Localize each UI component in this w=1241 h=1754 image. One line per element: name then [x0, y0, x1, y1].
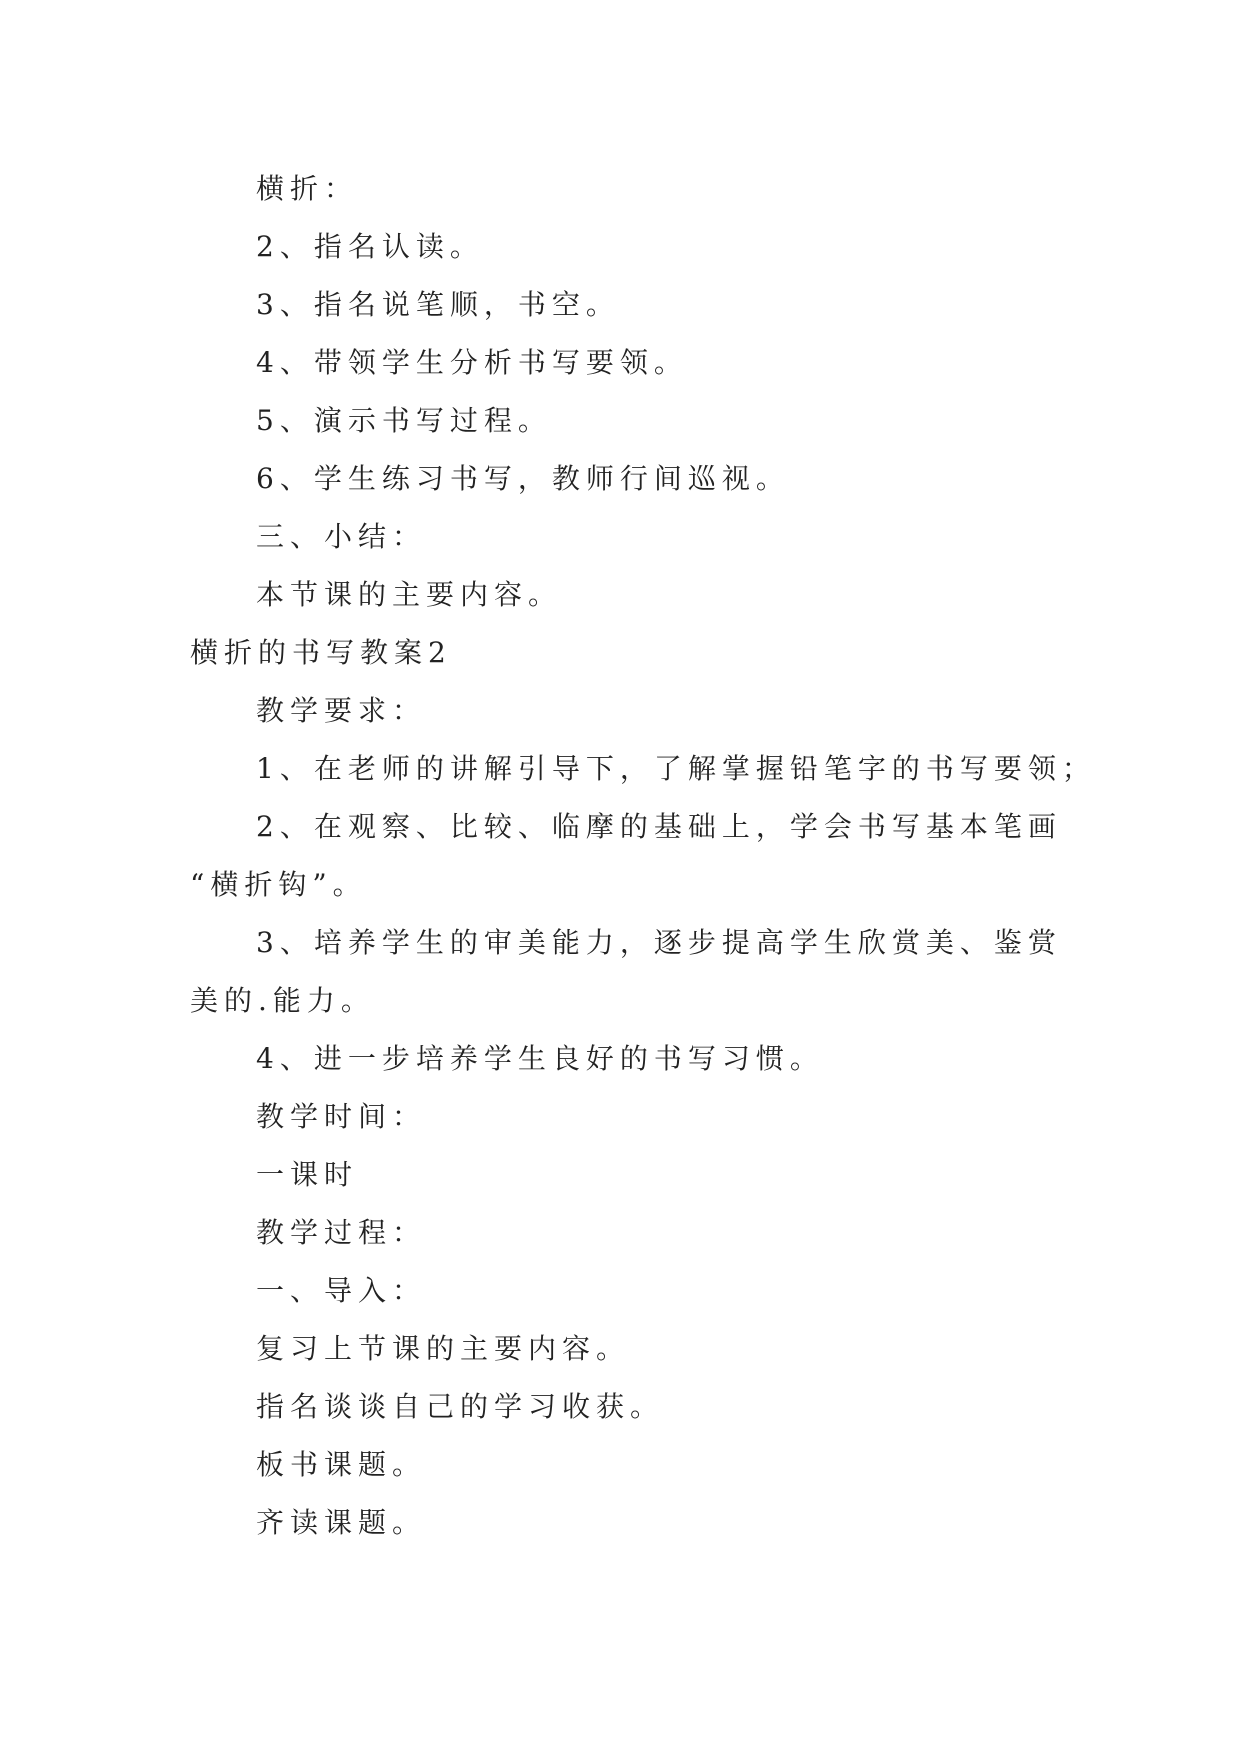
- list-item: 2、在观察、比较、临摩的基础上，学会书写基本笔画: [256, 810, 1062, 843]
- text-line: 指名谈谈自己的学习收获。: [256, 1390, 665, 1423]
- list-item: 6、学生练习书写，教师行间巡视。: [256, 462, 790, 495]
- text-line: 一课时: [256, 1158, 359, 1191]
- list-item: 3、培养学生的审美能力，逐步提高学生欣赏美、鉴赏: [256, 926, 1062, 959]
- text-line: 齐读课题。: [256, 1506, 427, 1539]
- text-line: 复习上节课的主要内容。: [256, 1332, 631, 1365]
- document-title: 横折的书写教案2: [190, 636, 452, 669]
- list-item: 1、在老师的讲解引导下，了解掌握铅笔字的书写要领；: [256, 752, 1096, 785]
- list-item: 5、演示书写过程。: [256, 404, 552, 437]
- list-item-continuation: “横折钩”。: [190, 868, 367, 901]
- section-heading: 教学过程：: [256, 1216, 427, 1249]
- document-body: [190, 160, 1096, 1552]
- list-item: 4、带领学生分析书写要领。: [256, 346, 688, 379]
- text-line: 本节课的主要内容。: [256, 578, 563, 611]
- list-item: 2、指名认读。: [256, 230, 484, 263]
- list-item: 4、进一步培养学生良好的书写习惯。: [256, 1042, 824, 1075]
- text-line: 横折：: [256, 172, 359, 205]
- text-line: 板书课题。: [256, 1448, 427, 1481]
- section-heading: 教学要求：: [256, 694, 427, 727]
- list-item-continuation: 美的.能力。: [190, 984, 375, 1017]
- section-heading: 一、导入：: [256, 1274, 427, 1307]
- list-item: 3、指名说笔顺，书空。: [256, 288, 620, 321]
- section-heading: 三、小结：: [256, 520, 427, 553]
- section-heading: 教学时间：: [256, 1100, 427, 1133]
